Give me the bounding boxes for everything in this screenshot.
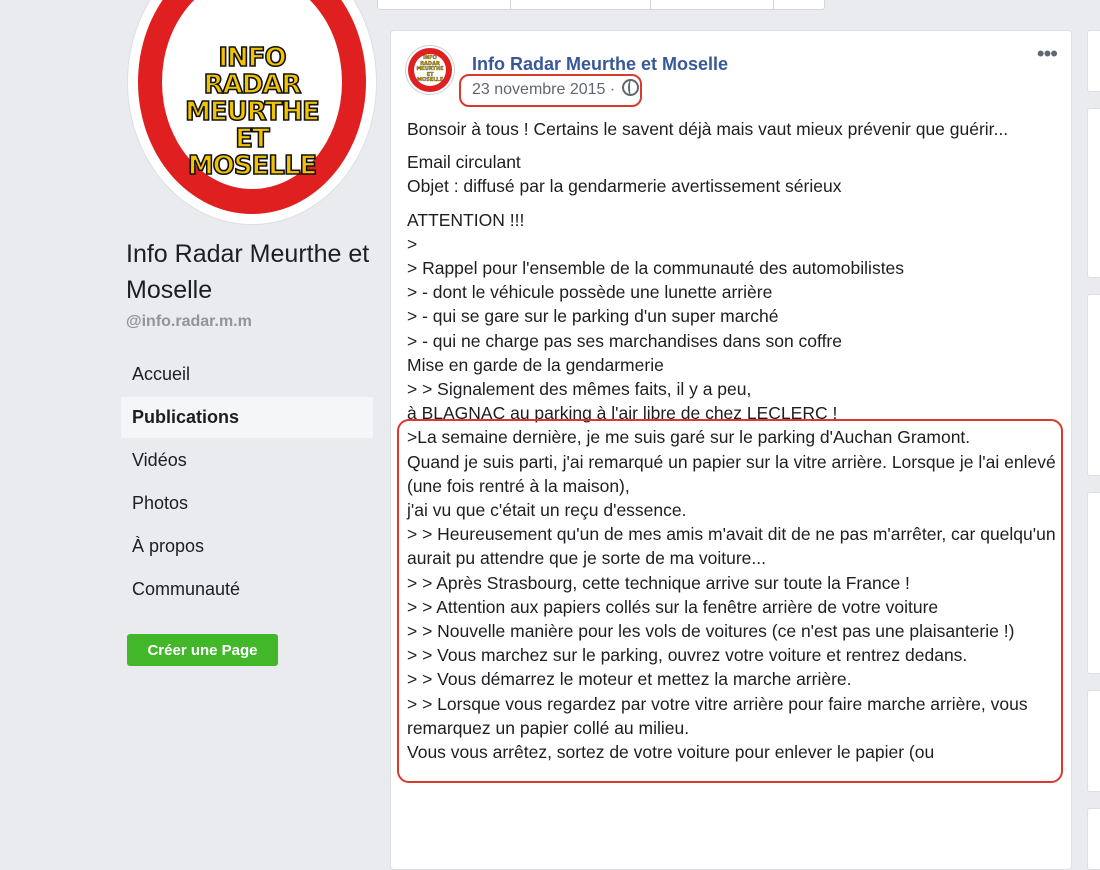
- post-line: > > Nouvelle manière pour les vols de voitures (ce n'est pas une plaisanterie !): [407, 621, 1015, 642]
- post-line: > > Heureusement qu'un de mes amis m'avait dit de ne pas m'arrêter, car quelqu'un aurait pu attendre que je sorte de ma voiture...: [407, 524, 1056, 569]
- page-handle[interactable]: @info.radar.m.m: [126, 313, 252, 330]
- post-avatar[interactable]: [405, 45, 455, 95]
- right-column-card: [1087, 808, 1100, 870]
- page-nav: [121, 354, 373, 612]
- post-line: Vous vous arrêtez, sortez de votre voiture pour enlever le papier (ou: [407, 742, 935, 763]
- logo-line: MOSELLE: [187, 150, 317, 181]
- more-options-icon[interactable]: •••: [1036, 41, 1057, 66]
- profile-picture[interactable]: [128, 0, 376, 224]
- logo-line: INFO: [218, 42, 286, 73]
- avatar-logo-line: MEURTHE: [416, 66, 444, 73]
- nav-item-a-propos[interactable]: À propos: [132, 536, 205, 556]
- logo-line: MEURTHE: [185, 96, 319, 127]
- post-line: > > Après Strasbourg, cette technique arrive sur toute la France !: [407, 572, 910, 593]
- nav-item-publications[interactable]: Publications: [121, 397, 373, 438]
- right-column-card: [1087, 108, 1100, 278]
- post-line: Objet : diffusé par la gendarmerie avertissement sérieux: [407, 176, 842, 197]
- post-line: Email circulant: [407, 152, 521, 173]
- post-line: Bonsoir à tous ! Certains le savent déjà mais vaut mieux prévenir que guérir...: [407, 119, 1009, 139]
- top-tab[interactable]: [774, 0, 824, 9]
- top-tab-strip: [377, 0, 825, 10]
- post-paragraph: [407, 150, 1057, 198]
- avatar-ring: [408, 48, 452, 92]
- post-line: > > Attention aux papiers collés sur la fenêtre arrière de votre voiture: [407, 596, 939, 617]
- post-line: > Rappel pour l'ensemble de la communauté des automobilistes: [407, 258, 905, 279]
- post-line: > > Signalement des mêmes faits, il y a peu,: [407, 379, 752, 400]
- logo-line: ET: [235, 123, 269, 154]
- post-line: Mise en garde de la gendarmerie: [407, 354, 664, 375]
- nav-item-photos[interactable]: Photos: [132, 493, 189, 513]
- avatar-logo-line: ET: [426, 71, 434, 78]
- logo-ring: [138, 0, 366, 214]
- post-line: ATTENTION !!!: [407, 209, 525, 230]
- post-line: > > Vous démarrez le moteur et mettez la marche arrière.: [407, 669, 852, 690]
- post-line: > - qui ne charge pas ses marchandises dans son coffre: [407, 330, 842, 351]
- page-name[interactable]: Info Radar Meurthe et Moselle: [126, 240, 370, 304]
- logo-line: RADAR: [203, 69, 301, 100]
- avatar-logo-line: RADAR: [420, 60, 440, 67]
- nav-item-communaute[interactable]: Communauté: [132, 579, 241, 599]
- avatar-logo-line: INFO: [423, 55, 437, 62]
- logo-text: [162, 0, 342, 189]
- post-line: à BLAGNAC au parking à l'air libre de chez LECLERC !: [407, 403, 838, 424]
- post-line: > > Vous marchez sur le parking, ouvrez votre voiture et rentrez dedans.: [407, 645, 968, 666]
- body-highlight-annotation: [397, 419, 1063, 783]
- top-tab[interactable]: [651, 0, 774, 9]
- avatar-logo-line: MOSELLE: [416, 77, 444, 84]
- right-column-card: [1087, 492, 1100, 674]
- post-line: >: [407, 233, 418, 254]
- top-tab[interactable]: [378, 0, 511, 9]
- nav-item-videos[interactable]: Vidéos: [132, 450, 187, 470]
- post-line: j'ai vu que c'était un reçu d'essence.: [407, 500, 687, 521]
- right-column-card: [1087, 690, 1100, 792]
- post-paragraph: [407, 117, 1057, 141]
- avatar-logo-text: [414, 54, 446, 86]
- post-line: > > Lorsque vous regardez par votre vitre arrière pour faire marche arrière, vous remarquez un papier collé au milieu.: [407, 693, 1028, 738]
- post-line: >La semaine dernière, je me suis garé sur le parking d'Auchan Gramont.: [407, 427, 971, 448]
- post-date[interactable]: 23 novembre 2015 ·: [472, 81, 616, 98]
- right-column-card: [1087, 30, 1100, 92]
- post-card: [390, 30, 1072, 870]
- date-highlight-annotation: [459, 74, 642, 107]
- post-line: Quand je suis parti, j'ai remarqué un papier sur la vitre arrière. Lorsque je l'ai enlevé (une fois rentré à la maison),: [407, 451, 1056, 496]
- post-author-link[interactable]: Info Radar Meurthe et Moselle: [472, 54, 729, 74]
- nav-item-accueil[interactable]: Accueil: [132, 364, 191, 384]
- create-page-button[interactable]: Créer une Page: [127, 634, 278, 666]
- right-column-card: [1087, 294, 1100, 476]
- top-tab[interactable]: [511, 0, 652, 9]
- post-line: > - dont le véhicule possède une lunette arrière: [407, 282, 773, 303]
- post-line: > - qui se gare sur le parking d'un super marché: [407, 306, 779, 327]
